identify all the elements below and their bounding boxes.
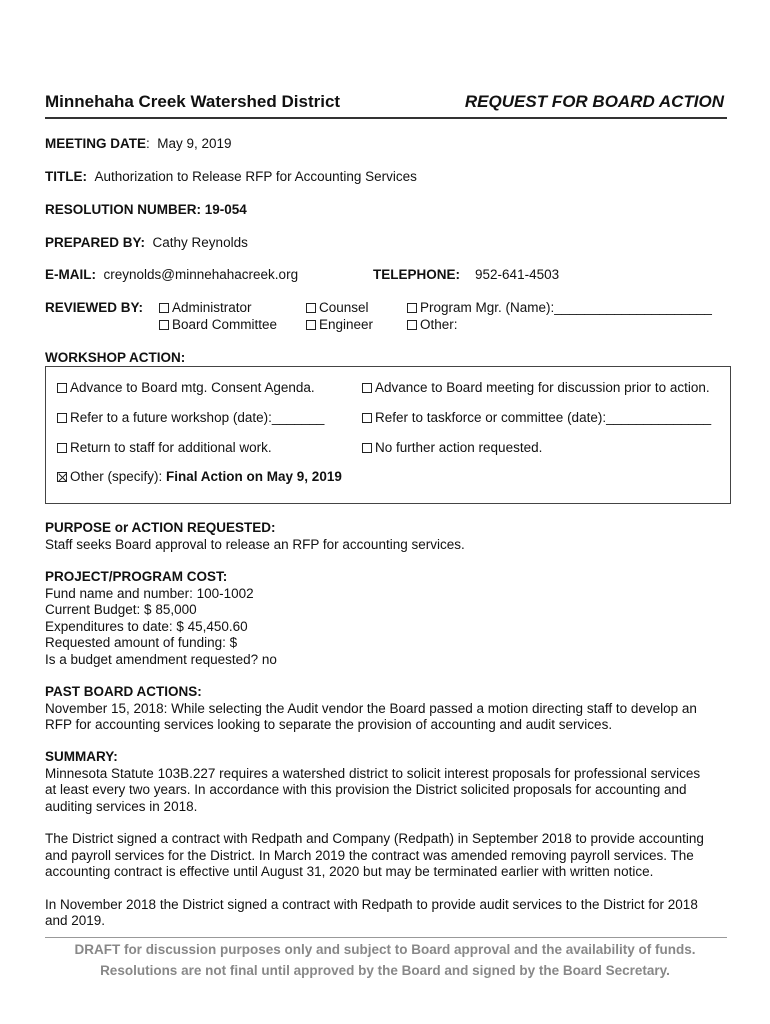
summary-line: Minnesota Statute 103B.227 requires a watershed district to solicit interest proposals for professional services: [45, 765, 701, 781]
draft-disclaimer: [45, 939, 725, 981]
summary-line: accounting contract is effective until August 31, 2020 but may be terminated earlier with written notice.: [45, 864, 654, 879]
email-value: creynolds@minnehahacreek.org: [103, 267, 299, 282]
workshop-option-taskforce[interactable]: Refer to taskforce or committee (date):______________: [362, 410, 711, 425]
summary-line: In November 2018 the District signed a contract with Redpath to provide audit services to the District for 2018: [45, 896, 698, 912]
reviewed-option-engineer[interactable]: Engineer: [306, 317, 373, 332]
past-actions-heading: PAST BOARD ACTIONS:: [45, 684, 202, 699]
title-row: [45, 169, 417, 184]
telephone-label: TELEPHONE:: [373, 267, 461, 282]
workshop-option-return-staff[interactable]: Return to staff for additional work.: [57, 440, 272, 455]
summary-heading: SUMMARY:: [45, 749, 118, 764]
reviewed-option-administrator[interactable]: Administrator: [159, 300, 252, 315]
purpose-heading: PURPOSE or ACTION REQUESTED:: [45, 520, 276, 535]
footer-divider: [45, 937, 727, 938]
email-label: E-MAIL:: [45, 267, 96, 282]
other-specify-detail: Final Action on May 9, 2019: [166, 469, 342, 484]
workshop-option-other[interactable]: Other (specify): Final Action on May 9, 2019: [57, 469, 342, 484]
prepared-by-label: PREPARED BY:: [45, 235, 146, 250]
meeting-date-value: May 9, 2019: [157, 136, 232, 151]
checked-checkbox-icon[interactable]: [57, 472, 67, 482]
disclaimer-line-1: DRAFT for discussion purposes only and subject to Board approval and the availability of funds.: [74, 942, 696, 957]
reviewed-option-program-mgr[interactable]: Program Mgr. (Name):_____________________: [407, 300, 712, 315]
district-name: Minnehaha Creek Watershed District: [45, 92, 341, 111]
checkbox-icon[interactable]: [159, 320, 169, 330]
telephone-row: [373, 267, 559, 282]
resolution-row: [45, 202, 247, 217]
reviewed-option-board-committee[interactable]: Board Committee: [159, 317, 277, 332]
cost-section: [45, 569, 725, 668]
summary-line: and payroll services for the District. In March 2019 the contract was amended removing payroll services. The: [45, 847, 694, 863]
checkbox-icon[interactable]: [57, 443, 67, 453]
checkbox-icon[interactable]: [362, 383, 372, 393]
checkbox-icon[interactable]: [362, 443, 372, 453]
summary-section: [45, 749, 725, 930]
checkbox-icon[interactable]: [306, 320, 316, 330]
checkbox-icon[interactable]: [407, 320, 417, 330]
summary-line: and 2019.: [45, 913, 106, 928]
purpose-section: [45, 520, 725, 553]
workshop-option-no-further[interactable]: No further action requested.: [362, 440, 542, 455]
title-value: Authorization to Release RFP for Accounting Services: [94, 169, 417, 184]
checkbox-icon[interactable]: [57, 413, 67, 423]
reviewed-option-other[interactable]: Other:: [407, 317, 458, 332]
prepared-by-value: Cathy Reynolds: [152, 235, 248, 250]
checkbox-icon[interactable]: [362, 413, 372, 423]
disclaimer-line-2: Resolutions are not final until approved by the Board and signed by the Board Secretary.: [100, 963, 670, 978]
purpose-text: Staff seeks Board approval to release an RFP for accounting services.: [45, 536, 465, 552]
checkbox-icon[interactable]: [159, 303, 169, 313]
cost-heading: PROJECT/PROGRAM COST:: [45, 569, 228, 584]
checkbox-icon[interactable]: [57, 383, 67, 393]
workshop-option-consent[interactable]: Advance to Board mtg. Consent Agenda.: [57, 380, 315, 395]
meeting-date-label: MEETING DATE: [45, 136, 146, 151]
reviewed-option-counsel[interactable]: Counsel: [306, 300, 369, 315]
cost-line: Requested amount of funding: $: [45, 635, 238, 650]
document-type: REQUEST FOR BOARD ACTION: [464, 92, 724, 111]
header-divider: [45, 117, 727, 119]
workshop-option-discussion[interactable]: Advance to Board meeting for discussion prior to action.: [362, 380, 710, 395]
cost-line: Current Budget: $ 85,000: [45, 602, 197, 617]
past-actions-line: RFP for accounting services looking to separate the provision of accounting and audit services.: [45, 717, 613, 732]
resolution-value: 19-054: [204, 202, 247, 217]
resolution-label: RESOLUTION NUMBER:: [45, 202, 201, 217]
checkbox-icon[interactable]: [407, 303, 417, 313]
reviewed-by-label: REVIEWED BY:: [45, 300, 144, 315]
workshop-action-label: WORKSHOP ACTION:: [45, 350, 186, 365]
telephone-value: 952-641-4503: [475, 267, 560, 282]
workshop-option-future-workshop[interactable]: Refer to a future workshop (date):_______: [57, 410, 324, 425]
cost-line: Expenditures to date: $ 45,450.60: [45, 618, 248, 634]
past-actions-section: [45, 684, 725, 734]
cost-line: Fund name and number: 100-1002: [45, 585, 254, 601]
cost-line: Is a budget amendment requested? no: [45, 651, 277, 667]
meeting-date-row: MEETING DATE: May 9, 2019: [45, 136, 232, 151]
past-actions-line: November 15, 2018: While selecting the Audit vendor the Board passed a motion directing staff to develop an: [45, 700, 697, 716]
title-label: TITLE:: [45, 169, 87, 184]
prepared-by-row: [45, 235, 248, 250]
email-row: [45, 267, 298, 282]
summary-line: The District signed a contract with Redpath and Company (Redpath) in September 2018 to provide accounting: [45, 831, 704, 846]
summary-line: at least every two years. In accordance with this provision the District solicited proposals for accounting and: [45, 782, 687, 797]
summary-line: auditing services in 2018.: [45, 798, 198, 814]
checkbox-icon[interactable]: [306, 303, 316, 313]
